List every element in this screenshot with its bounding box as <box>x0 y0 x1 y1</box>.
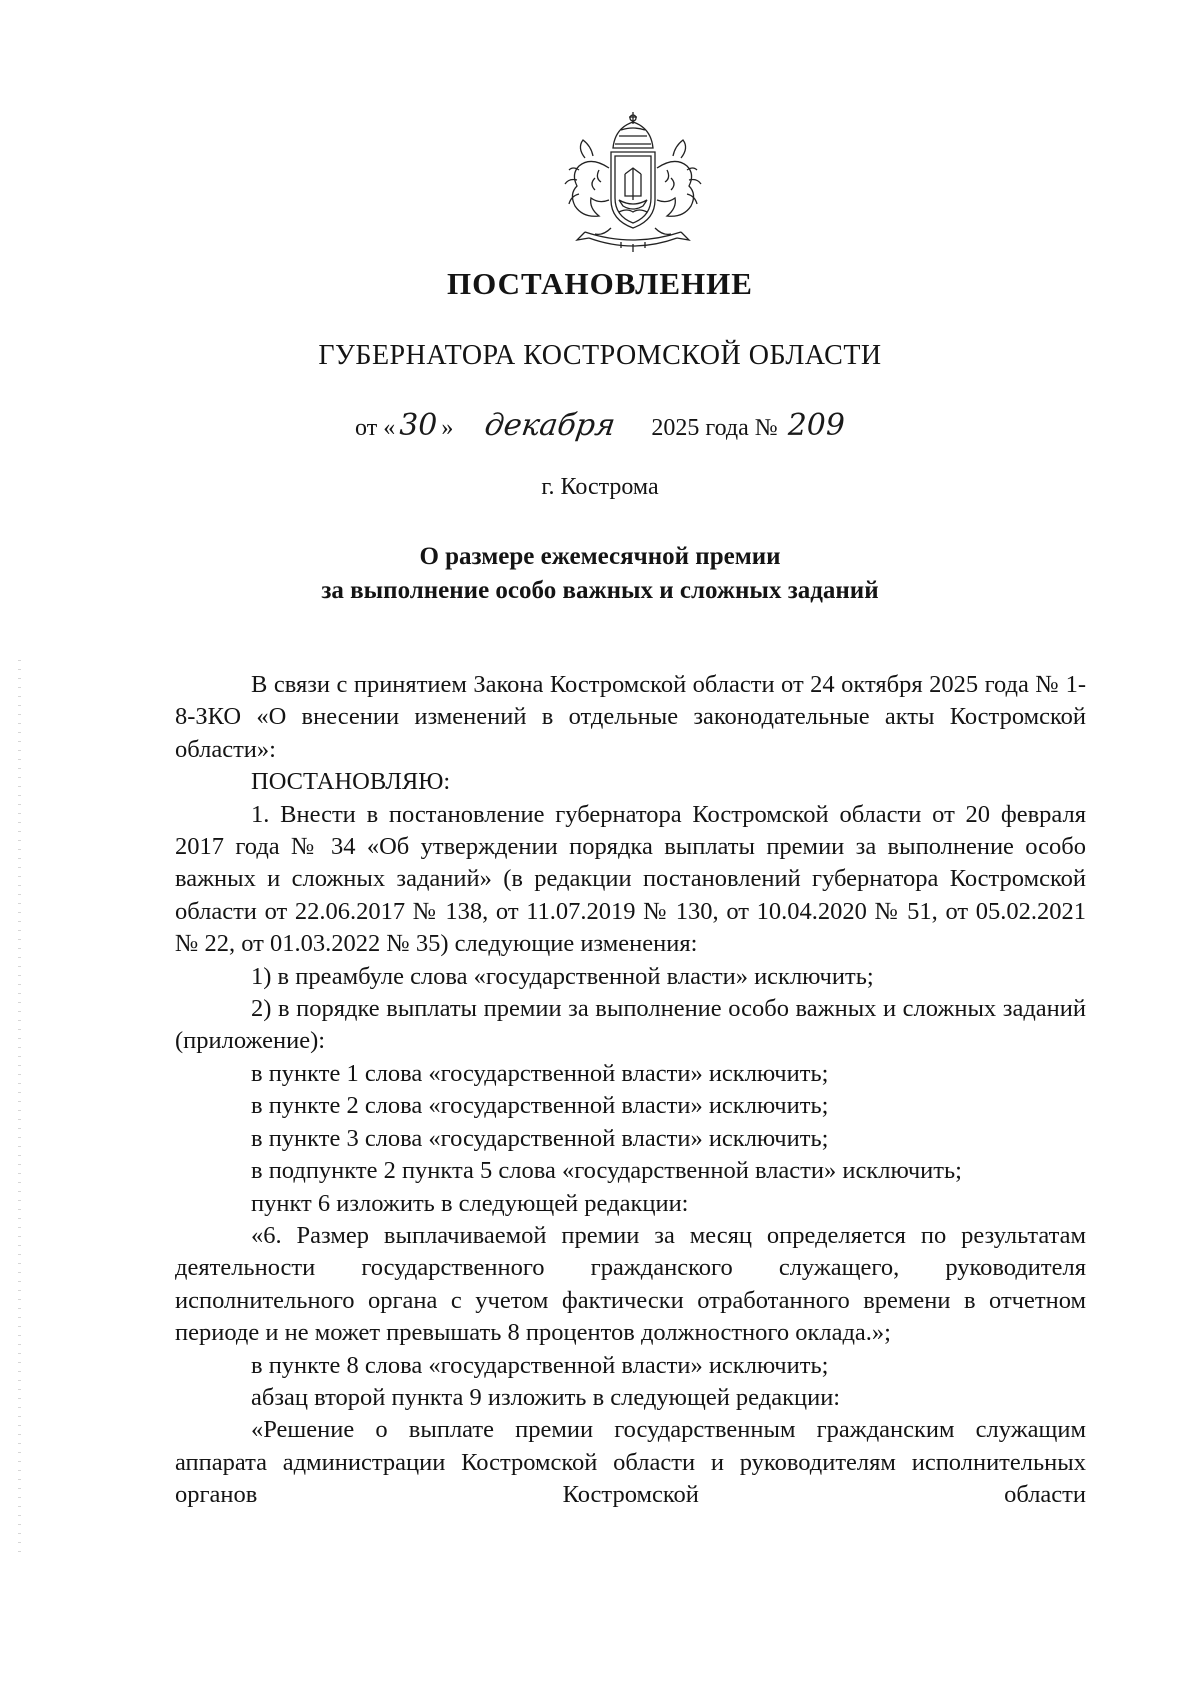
document-type-heading: ПОСТАНОВЛЕНИЕ <box>447 266 753 301</box>
paragraph-subitem-1: 1) в преамбуле слова «государственной власти» исключить; <box>251 962 874 990</box>
handwritten-day: 30 <box>399 408 438 443</box>
handwritten-month: декабря <box>482 408 618 443</box>
paragraph-point-8: в пункте 8 слова «государственной власти» исключить; <box>251 1351 829 1379</box>
title-line-2: за выполнение особо важных и сложных заданий <box>321 577 879 604</box>
paragraph-item-1: 1. Внести в постановление губернатора Костромской области от 20 февраля 2017 года № 34 «Об утверждении порядка выплаты премии за выполнение особо важных и сложных заданий» (в редакции постановлений губернатора Костромской области от 22.06.2017 № 138, от 11.07.2019 № 130, от 10.04.2020 № 51, от 05.02.2021 № 22, от 01.03.2022 № 35) следующие изменения: <box>175 800 1086 958</box>
paragraph-point-9-intro: абзац второй пункта 9 изложить в следующей редакции: <box>251 1383 841 1411</box>
paragraph-point-9-text: «Решение о выплате премии государственным гражданским служащим аппарата администрации Костромской области и руководителям исполнительных органов Костромской области <box>175 1416 1086 1509</box>
paragraph-point-1: в пункте 1 слова «государственной власти» исключить; <box>251 1059 829 1087</box>
handwritten-document-number: 209 <box>787 408 845 443</box>
issuing-authority: ГУБЕРНАТОРА КОСТРОМСКОЙ ОБЛАСТИ <box>318 340 882 371</box>
city-line: г. Кострома <box>541 474 659 500</box>
title-line-1: О размере ежемесячной премии <box>419 543 781 570</box>
paragraph-point-6-intro: пункт 6 изложить в следующей редакции: <box>251 1189 689 1217</box>
paragraph-point-3: в пункте 3 слова «государственной власти» исключить; <box>251 1124 829 1152</box>
paragraph-preamble: В связи с принятием Закона Костромской области от 24 октября 2025 года № 1-8-ЗКО «О внесении изменений в отдельные законодательные акты Костромской области»: <box>175 671 1086 763</box>
paragraph-subitem-2: 2) в порядке выплаты премии за выполнение особо важных и сложных заданий (приложение): <box>175 995 1086 1055</box>
paragraph-point-5: в подпункте 2 пункта 5 слова «государственной власти» исключить; <box>251 1157 962 1185</box>
scan-edge-artifact <box>18 660 21 1560</box>
document-title <box>0 540 1200 608</box>
paragraph-point-2: в пункте 2 слова «государственной власти» исключить; <box>251 1092 829 1120</box>
paragraph-resolve: ПОСТАНОВЛЯЮ: <box>251 768 451 796</box>
paragraph-point-6-text: «6. Размер выплачиваемой премии за месяц определяется по результатам деятельности государственного гражданского служащего, руководителя исполнительного органа с учетом фактически отработанного времени в отчетном периоде и не может превышать 8 процентов должностного оклада.»; <box>175 1221 1086 1347</box>
coat-of-arms-emblem <box>555 108 711 264</box>
date-year-text: 2025 года № <box>651 415 778 441</box>
document-body <box>175 669 1086 1512</box>
date-quote-close: » <box>441 415 454 441</box>
date-and-number-line <box>0 408 1200 443</box>
date-prefix: от « <box>355 415 396 441</box>
